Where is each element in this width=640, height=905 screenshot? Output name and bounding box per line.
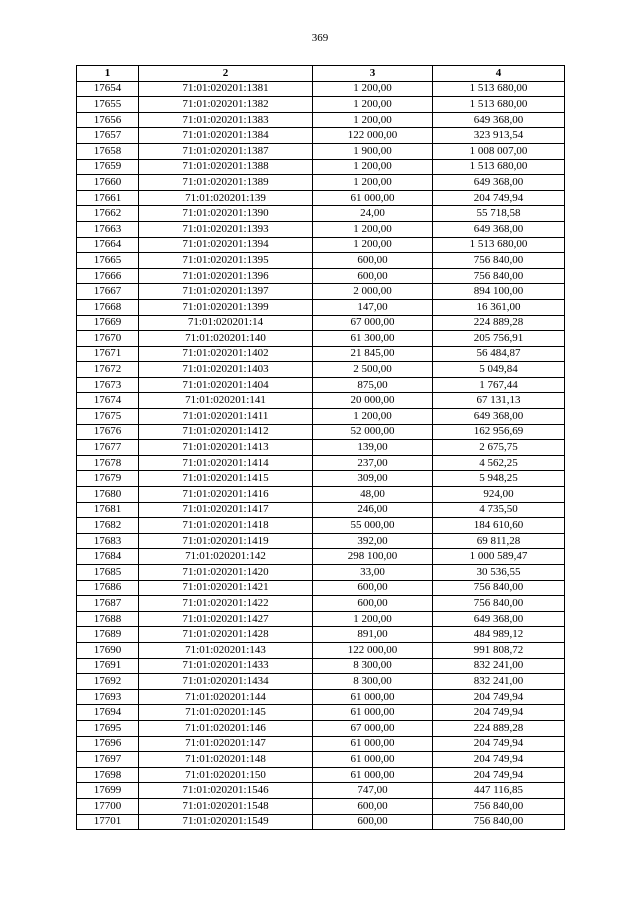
cadastral-number-cell: 71:01:020201:1421 [139, 580, 313, 596]
cadastral-value-cell: 756 840,00 [433, 580, 565, 596]
cadastral-number-cell: 71:01:020201:1419 [139, 533, 313, 549]
cadastral-number-cell: 71:01:020201:1387 [139, 143, 313, 159]
cadastral-value-cell: 756 840,00 [433, 798, 565, 814]
table-row [77, 689, 565, 705]
table-row [77, 627, 565, 643]
cadastral-value-cell: 55 718,58 [433, 206, 565, 222]
table-row [77, 424, 565, 440]
table-row [77, 471, 565, 487]
cadastral-number-cell: 71:01:020201:1399 [139, 299, 313, 315]
cadastral-value-cell: 67 131,13 [433, 393, 565, 409]
cadastral-number-cell: 71:01:020201:1414 [139, 455, 313, 471]
cadastral-number-cell: 71:01:020201:1411 [139, 409, 313, 425]
row-number-cell: 17685 [77, 565, 139, 581]
area-cell: 891,00 [313, 627, 433, 643]
area-cell: 600,00 [313, 798, 433, 814]
area-cell: 600,00 [313, 580, 433, 596]
row-number-cell: 17688 [77, 611, 139, 627]
row-number-cell: 17668 [77, 299, 139, 315]
row-number-cell: 17693 [77, 689, 139, 705]
cadastral-number-cell: 71:01:020201:1546 [139, 783, 313, 799]
column-header: 3 [313, 66, 433, 82]
cadastral-value-cell: 484 989,12 [433, 627, 565, 643]
cadastral-value-cell: 30 536,55 [433, 565, 565, 581]
table-row [77, 502, 565, 518]
table-row [77, 533, 565, 549]
area-cell: 61 000,00 [313, 689, 433, 705]
column-header: 4 [433, 66, 565, 82]
table-row [77, 565, 565, 581]
row-number-cell: 17684 [77, 549, 139, 565]
cadastral-number-cell: 71:01:020201:1396 [139, 268, 313, 284]
cadastral-value-cell: 184 610,60 [433, 518, 565, 534]
row-number-cell: 17686 [77, 580, 139, 596]
cadastral-number-cell: 71:01:020201:1416 [139, 487, 313, 503]
table-row [77, 128, 565, 144]
row-number-cell: 17664 [77, 237, 139, 253]
cadastral-value-cell: 447 116,85 [433, 783, 565, 799]
table-row [77, 440, 565, 456]
area-cell: 67 000,00 [313, 315, 433, 331]
table-row [77, 487, 565, 503]
area-cell: 392,00 [313, 533, 433, 549]
area-cell: 122 000,00 [313, 642, 433, 658]
area-cell: 1 200,00 [313, 159, 433, 175]
cadastral-number-cell: 71:01:020201:1381 [139, 81, 313, 97]
cadastral-value-cell: 1 513 680,00 [433, 159, 565, 175]
page-number: 369 [311, 32, 329, 44]
table-row [77, 159, 565, 175]
table-row [77, 580, 565, 596]
cadastral-value-cell: 5 948,25 [433, 471, 565, 487]
area-cell: 67 000,00 [313, 720, 433, 736]
row-number-cell: 17665 [77, 253, 139, 269]
area-cell: 1 200,00 [313, 81, 433, 97]
row-number-cell: 17680 [77, 487, 139, 503]
cadastral-number-cell: 71:01:020201:144 [139, 689, 313, 705]
cadastral-value-cell: 204 749,94 [433, 752, 565, 768]
table-row [77, 674, 565, 690]
column-header: 1 [77, 66, 139, 82]
cadastral-value-cell: 924,00 [433, 487, 565, 503]
cadastral-value-cell: 205 756,91 [433, 331, 565, 347]
row-number-cell: 17694 [77, 705, 139, 721]
table-row [77, 736, 565, 752]
row-number-cell: 17654 [77, 81, 139, 97]
cadastral-value-cell: 204 749,94 [433, 689, 565, 705]
table-row [77, 315, 565, 331]
cadastral-number-cell: 71:01:020201:139 [139, 190, 313, 206]
cadastral-number-cell: 71:01:020201:1418 [139, 518, 313, 534]
area-cell: 8 300,00 [313, 674, 433, 690]
table-row [77, 237, 565, 253]
area-cell: 1 200,00 [313, 611, 433, 627]
cadastral-number-cell: 71:01:020201:146 [139, 720, 313, 736]
table-row [77, 720, 565, 736]
cadastral-value-cell: 756 840,00 [433, 596, 565, 612]
cadastral-value-cell: 1 513 680,00 [433, 97, 565, 113]
table-row [77, 518, 565, 534]
table-row [77, 81, 565, 97]
cadastral-number-cell: 71:01:020201:1393 [139, 221, 313, 237]
cadastral-value-cell: 649 368,00 [433, 409, 565, 425]
row-number-cell: 17676 [77, 424, 139, 440]
cadastral-value-cell: 1 767,44 [433, 377, 565, 393]
cadastral-number-cell: 71:01:020201:1412 [139, 424, 313, 440]
cadastral-value-cell: 162 956,69 [433, 424, 565, 440]
row-number-cell: 17669 [77, 315, 139, 331]
table-row [77, 767, 565, 783]
area-cell: 600,00 [313, 814, 433, 830]
row-number-cell: 17666 [77, 268, 139, 284]
area-cell: 122 000,00 [313, 128, 433, 144]
area-cell: 48,00 [313, 487, 433, 503]
table-row [77, 346, 565, 362]
row-number-cell: 17658 [77, 143, 139, 159]
cadastral-value-cell: 204 749,94 [433, 767, 565, 783]
cadastral-number-cell: 71:01:020201:1548 [139, 798, 313, 814]
area-cell: 309,00 [313, 471, 433, 487]
row-number-cell: 17695 [77, 720, 139, 736]
table-row [77, 284, 565, 300]
table-row [77, 596, 565, 612]
row-number-cell: 17677 [77, 440, 139, 456]
row-number-cell: 17662 [77, 206, 139, 222]
cadastral-number-cell: 71:01:020201:1434 [139, 674, 313, 690]
cadastral-value-cell: 1 000 589,47 [433, 549, 565, 565]
cadastral-number-cell: 71:01:020201:1383 [139, 112, 313, 128]
row-number-cell: 17661 [77, 190, 139, 206]
row-number-cell: 17663 [77, 221, 139, 237]
cadastral-value-cell: 204 749,94 [433, 190, 565, 206]
row-number-cell: 17674 [77, 393, 139, 409]
cadastral-value-cell: 2 675,75 [433, 440, 565, 456]
row-number-cell: 17659 [77, 159, 139, 175]
area-cell: 2 500,00 [313, 362, 433, 378]
area-cell: 1 200,00 [313, 112, 433, 128]
cadastral-number-cell: 71:01:020201:1413 [139, 440, 313, 456]
row-number-cell: 17690 [77, 642, 139, 658]
cadastral-value-table [76, 65, 565, 830]
cadastral-number-cell: 71:01:020201:1403 [139, 362, 313, 378]
cadastral-value-cell: 649 368,00 [433, 221, 565, 237]
cadastral-number-cell: 71:01:020201:1397 [139, 284, 313, 300]
area-cell: 21 845,00 [313, 346, 433, 362]
cadastral-value-cell: 894 100,00 [433, 284, 565, 300]
row-number-cell: 17700 [77, 798, 139, 814]
area-cell: 8 300,00 [313, 658, 433, 674]
area-cell: 600,00 [313, 268, 433, 284]
table-row [77, 112, 565, 128]
area-cell: 1 200,00 [313, 97, 433, 113]
cadastral-number-cell: 71:01:020201:1382 [139, 97, 313, 113]
cadastral-value-cell: 832 241,00 [433, 658, 565, 674]
table-row [77, 549, 565, 565]
area-cell: 600,00 [313, 596, 433, 612]
area-cell: 1 200,00 [313, 237, 433, 253]
cadastral-number-cell: 71:01:020201:1388 [139, 159, 313, 175]
cadastral-value-cell: 4 735,50 [433, 502, 565, 518]
cadastral-number-cell: 71:01:020201:1549 [139, 814, 313, 830]
cadastral-value-cell: 832 241,00 [433, 674, 565, 690]
cadastral-value-cell: 649 368,00 [433, 611, 565, 627]
table-row [77, 752, 565, 768]
cadastral-number-cell: 71:01:020201:1427 [139, 611, 313, 627]
area-cell: 2 000,00 [313, 284, 433, 300]
table-row [77, 97, 565, 113]
area-cell: 61 000,00 [313, 752, 433, 768]
cadastral-number-cell: 71:01:020201:1402 [139, 346, 313, 362]
cadastral-number-cell: 71:01:020201:141 [139, 393, 313, 409]
row-number-cell: 17679 [77, 471, 139, 487]
cadastral-value-cell: 224 889,28 [433, 315, 565, 331]
cadastral-value-cell: 1 008 007,00 [433, 143, 565, 159]
row-number-cell: 17673 [77, 377, 139, 393]
row-number-cell: 17672 [77, 362, 139, 378]
cadastral-number-cell: 71:01:020201:147 [139, 736, 313, 752]
cadastral-value-cell: 756 840,00 [433, 814, 565, 830]
area-cell: 1 900,00 [313, 143, 433, 159]
cadastral-value-cell: 1 513 680,00 [433, 81, 565, 97]
area-cell: 33,00 [313, 565, 433, 581]
table-row [77, 409, 565, 425]
row-number-cell: 17660 [77, 175, 139, 191]
table-row [77, 362, 565, 378]
row-number-cell: 17655 [77, 97, 139, 113]
column-header: 2 [139, 66, 313, 82]
row-number-cell: 17667 [77, 284, 139, 300]
table-row [77, 798, 565, 814]
row-number-cell: 17682 [77, 518, 139, 534]
row-number-cell: 17691 [77, 658, 139, 674]
cadastral-number-cell: 71:01:020201:1417 [139, 502, 313, 518]
cadastral-number-cell: 71:01:020201:1389 [139, 175, 313, 191]
area-cell: 61 300,00 [313, 331, 433, 347]
row-number-cell: 17656 [77, 112, 139, 128]
table-row [77, 206, 565, 222]
table-row [77, 190, 565, 206]
cadastral-number-cell: 71:01:020201:150 [139, 767, 313, 783]
area-cell: 61 000,00 [313, 736, 433, 752]
cadastral-value-cell: 204 749,94 [433, 736, 565, 752]
table-row [77, 705, 565, 721]
row-number-cell: 17699 [77, 783, 139, 799]
row-number-cell: 17670 [77, 331, 139, 347]
area-cell: 147,00 [313, 299, 433, 315]
cadastral-value-cell: 16 361,00 [433, 299, 565, 315]
table-row [77, 221, 565, 237]
table-row [77, 377, 565, 393]
table-row [77, 455, 565, 471]
area-cell: 1 200,00 [313, 409, 433, 425]
cadastral-value-cell: 69 811,28 [433, 533, 565, 549]
area-cell: 55 000,00 [313, 518, 433, 534]
table-row [77, 175, 565, 191]
table-body [77, 81, 565, 830]
area-cell: 237,00 [313, 455, 433, 471]
cadastral-value-cell: 56 484,87 [433, 346, 565, 362]
area-cell: 1 200,00 [313, 221, 433, 237]
row-number-cell: 17698 [77, 767, 139, 783]
area-cell: 24,00 [313, 206, 433, 222]
row-number-cell: 17675 [77, 409, 139, 425]
area-cell: 61 000,00 [313, 190, 433, 206]
area-cell: 61 000,00 [313, 705, 433, 721]
cadastral-number-cell: 71:01:020201:143 [139, 642, 313, 658]
table-row [77, 143, 565, 159]
row-number-cell: 17692 [77, 674, 139, 690]
cadastral-number-cell: 71:01:020201:1395 [139, 253, 313, 269]
cadastral-number-cell: 71:01:020201:140 [139, 331, 313, 347]
table-row [77, 814, 565, 830]
table-row [77, 611, 565, 627]
row-number-cell: 17687 [77, 596, 139, 612]
cadastral-value-cell: 5 049,84 [433, 362, 565, 378]
row-number-cell: 17657 [77, 128, 139, 144]
cadastral-number-cell: 71:01:020201:148 [139, 752, 313, 768]
row-number-cell: 17681 [77, 502, 139, 518]
table-row [77, 299, 565, 315]
cadastral-number-cell: 71:01:020201:1390 [139, 206, 313, 222]
cadastral-value-cell: 224 889,28 [433, 720, 565, 736]
cadastral-value-cell: 991 808,72 [433, 642, 565, 658]
area-cell: 875,00 [313, 377, 433, 393]
row-number-cell: 17671 [77, 346, 139, 362]
cadastral-value-cell: 4 562,25 [433, 455, 565, 471]
cadastral-number-cell: 71:01:020201:14 [139, 315, 313, 331]
cadastral-value-cell: 756 840,00 [433, 268, 565, 284]
row-number-cell: 17696 [77, 736, 139, 752]
cadastral-number-cell: 71:01:020201:1420 [139, 565, 313, 581]
cadastral-value-cell: 649 368,00 [433, 175, 565, 191]
table-row [77, 658, 565, 674]
row-number-cell: 17697 [77, 752, 139, 768]
area-cell: 20 000,00 [313, 393, 433, 409]
cadastral-value-cell: 323 913,54 [433, 128, 565, 144]
cadastral-number-cell: 71:01:020201:1415 [139, 471, 313, 487]
table-row [77, 268, 565, 284]
cadastral-number-cell: 71:01:020201:1384 [139, 128, 313, 144]
table-row [77, 331, 565, 347]
cadastral-value-cell: 756 840,00 [433, 253, 565, 269]
table-row [77, 393, 565, 409]
table-row [77, 642, 565, 658]
cadastral-number-cell: 71:01:020201:1394 [139, 237, 313, 253]
cadastral-number-cell: 71:01:020201:1428 [139, 627, 313, 643]
cadastral-number-cell: 71:01:020201:145 [139, 705, 313, 721]
cadastral-value-cell: 204 749,94 [433, 705, 565, 721]
area-cell: 1 200,00 [313, 175, 433, 191]
area-cell: 747,00 [313, 783, 433, 799]
table-row [77, 783, 565, 799]
cadastral-number-cell: 71:01:020201:142 [139, 549, 313, 565]
area-cell: 52 000,00 [313, 424, 433, 440]
row-number-cell: 17689 [77, 627, 139, 643]
table-header-row [77, 66, 565, 82]
area-cell: 298 100,00 [313, 549, 433, 565]
row-number-cell: 17678 [77, 455, 139, 471]
cadastral-number-cell: 71:01:020201:1422 [139, 596, 313, 612]
table-row [77, 253, 565, 269]
area-cell: 600,00 [313, 253, 433, 269]
row-number-cell: 17683 [77, 533, 139, 549]
cadastral-number-cell: 71:01:020201:1433 [139, 658, 313, 674]
cadastral-number-cell: 71:01:020201:1404 [139, 377, 313, 393]
cadastral-value-cell: 1 513 680,00 [433, 237, 565, 253]
area-cell: 61 000,00 [313, 767, 433, 783]
area-cell: 246,00 [313, 502, 433, 518]
cadastral-value-cell: 649 368,00 [433, 112, 565, 128]
row-number-cell: 17701 [77, 814, 139, 830]
area-cell: 139,00 [313, 440, 433, 456]
